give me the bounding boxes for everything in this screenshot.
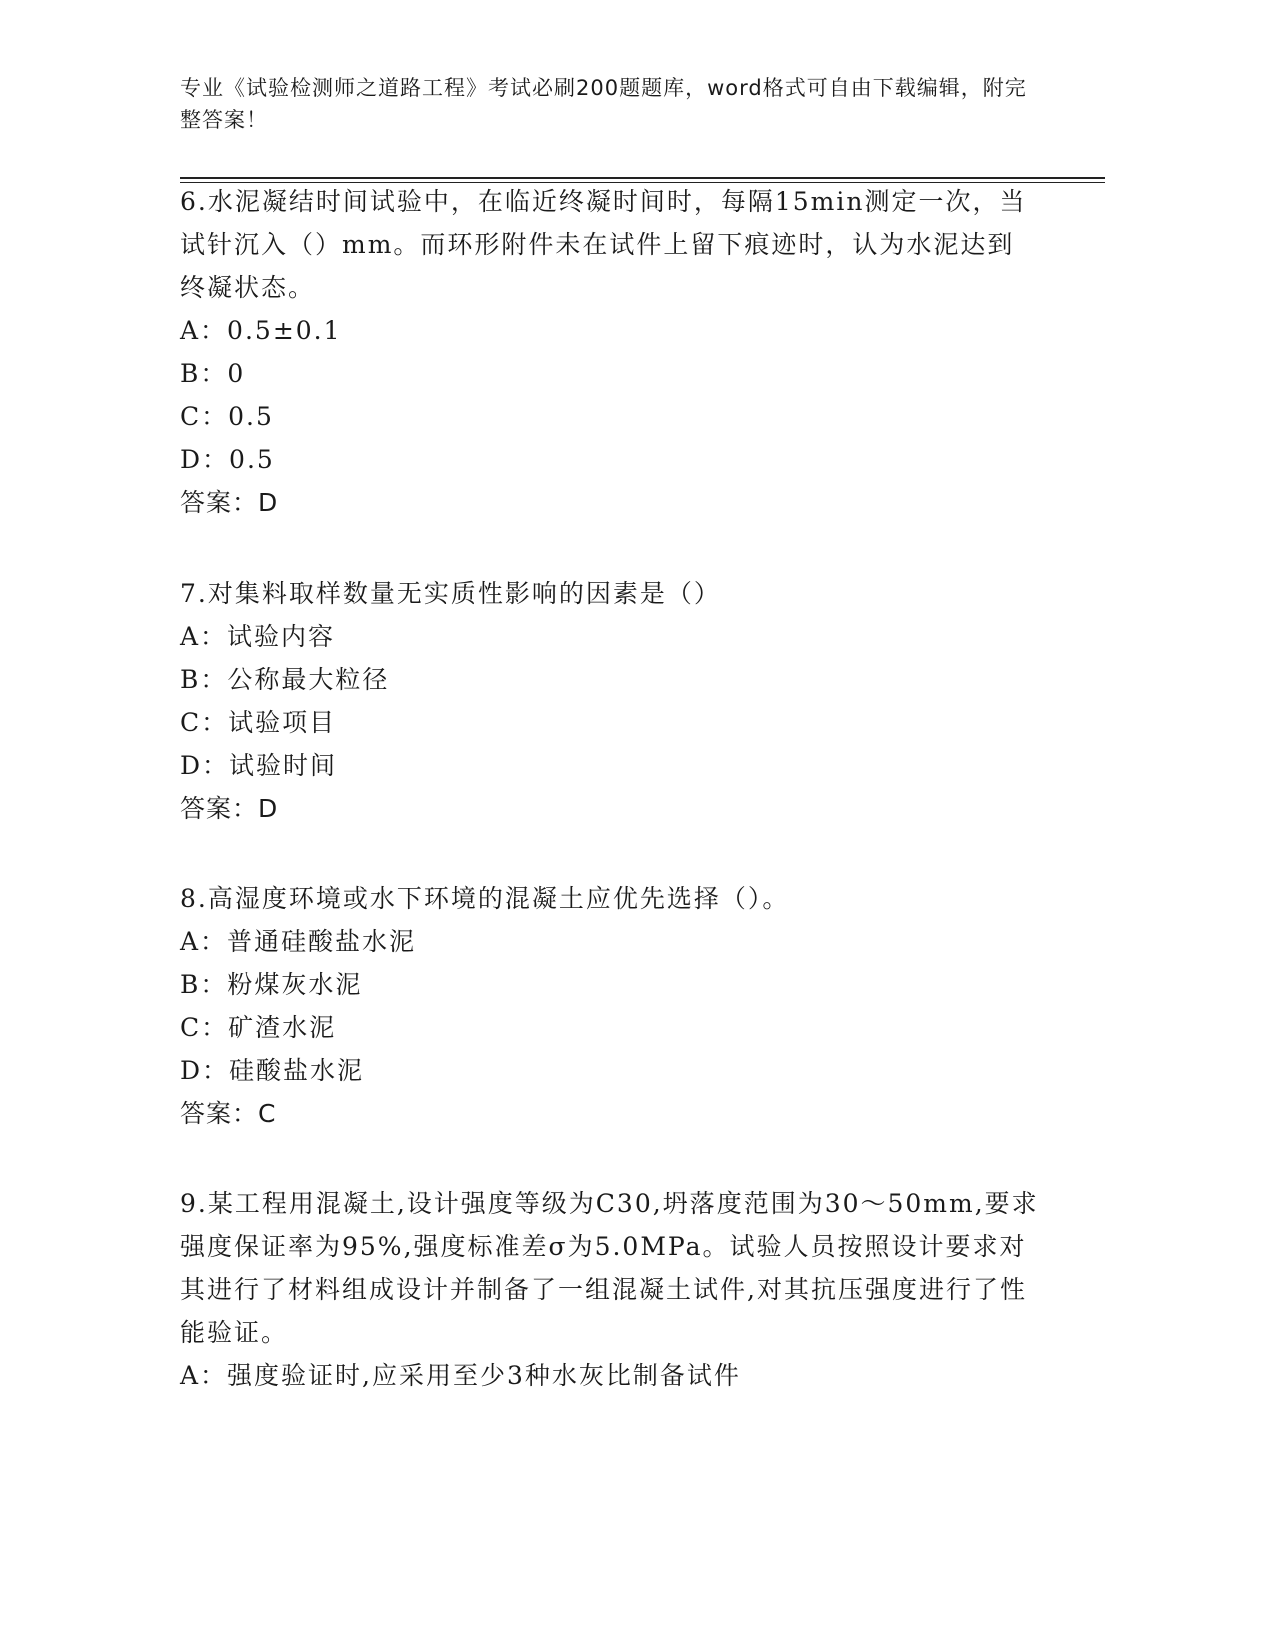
question-stem: 8.高湿度环境或水下环境的混凝土应优先选择（）。	[180, 884, 790, 913]
question-stem: 6.水泥凝结时间试验中，在临近终凝时间时，每隔15min测定一次，当试针沉入（）mm。而环形附件未在试件上留下痕迹时，认为水泥达到终凝状态。	[180, 187, 1027, 302]
option-a: A：普通硅酸盐水泥	[180, 927, 417, 956]
answer: 答案：D	[180, 794, 279, 823]
option-c: C：0.5	[180, 402, 274, 431]
option-b: B：0	[180, 359, 246, 388]
answer: 答案：C	[180, 1099, 277, 1128]
question-stem: 9.某工程用混凝土,设计强度等级为C30,坍落度范围为30～50mm,要求强度保证率为95%,强度标准差σ为5.0MPa。试验人员按照设计要求对其进行了材料组成设计并制备了一组混凝土试件,对其抗压强度进行了性能验证。	[180, 1189, 1039, 1347]
option-d: D：0.5	[180, 445, 275, 474]
question-7	[180, 572, 1040, 830]
option-b: B：公称最大粒径	[180, 665, 390, 694]
question-6	[180, 180, 1040, 524]
option-d: D：试验时间	[180, 751, 338, 780]
option-c: C：试验项目	[180, 708, 337, 737]
question-9	[180, 1182, 1040, 1397]
document-header-note: 专业《试验检测师之道路工程》考试必刷200题题库，word格式可自由下载编辑，附完整答案！	[180, 76, 1027, 132]
option-d: D：硅酸盐水泥	[180, 1056, 365, 1085]
answer: 答案：D	[180, 488, 279, 517]
question-8	[180, 877, 1040, 1135]
option-c: C：矿渣水泥	[180, 1013, 337, 1042]
option-b: B：粉煤灰水泥	[180, 970, 363, 999]
option-a: A：0.5±0.1	[180, 316, 342, 345]
option-a: A：试验内容	[180, 622, 336, 651]
question-stem: 7.对集料取样数量无实质性影响的因素是（）	[180, 579, 721, 608]
option-a: A：强度验证时,应采用至少3种水灰比制备试件	[180, 1361, 741, 1390]
